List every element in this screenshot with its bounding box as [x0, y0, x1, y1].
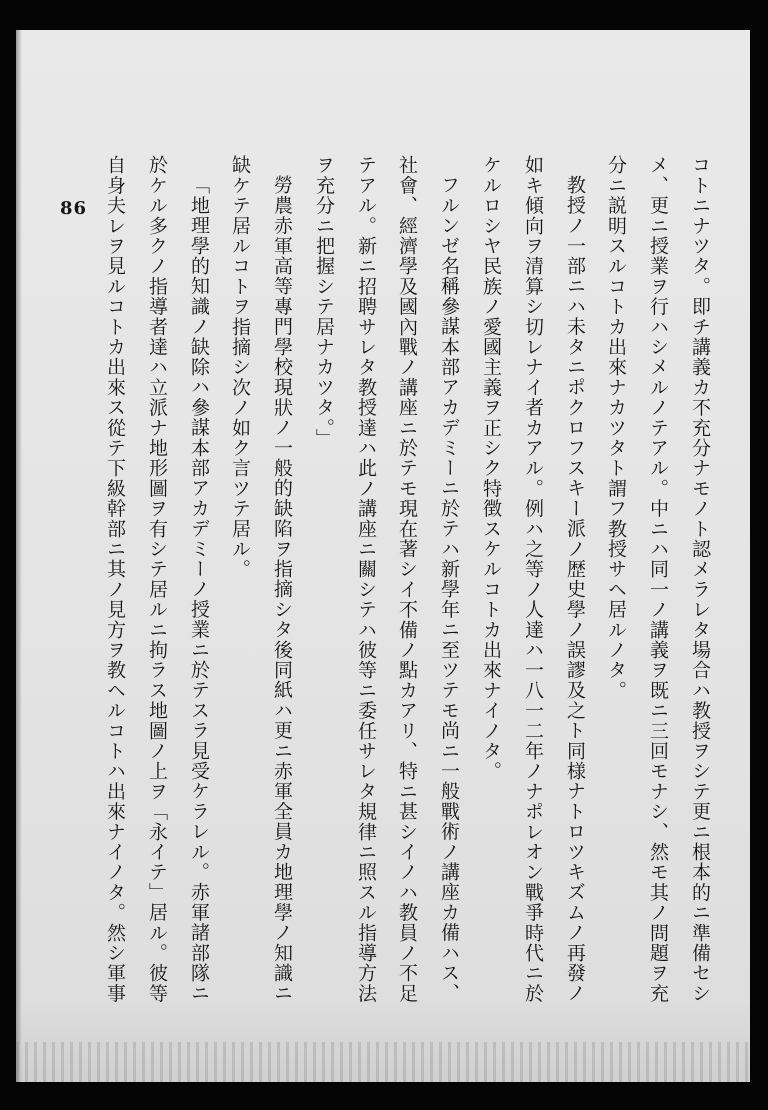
text-column: 自身夫レヲ見ルコトカ出來ス從テ下級幹部ニ其ノ見方ヲ教ヘルコトハ出來ナイノタ。然シ軍事: [104, 155, 126, 1004]
page-number: 86: [60, 198, 88, 219]
text-column: 於ケル多クノ指導者達ハ立派ナ地形圖ヲ有シテ居ルニ拘ラス地圖ノ上ヲ「永イテ」居ル。彼等: [146, 155, 168, 1004]
text-column: 社會、經濟學及國內戰ノ講座ニ於テモ現在著シイ不備ノ點カアリ、特ニ甚シイノハ教員ノ不足: [396, 155, 418, 1004]
text-column: ケルロシヤ民族ノ愛國主義ヲ正シク特徴スケルコトカ出來ナイノタ。: [480, 155, 502, 782]
text-column: ヲ充分ニ把握シテ居ナカツタ。」: [313, 155, 335, 449]
page-bottom-edge: [16, 1042, 750, 1082]
text-column: 「地理學的知識ノ缺除ハ參謀本部アカデミーノ授業ニ於テスラ見受ケラレル。赤軍諸部隊ニ: [188, 175, 210, 1004]
text-column: 教授ノ一部ニハ未タニポクロフスキー派ノ歴史學ノ誤謬及之ト同様ナトロツキズムノ再發ノ: [564, 175, 586, 1004]
text-column: 勞農赤軍高等專門學校現狀ノ一般的缺陷ヲ指摘シタ後同紙ハ更ニ赤軍全員カ地理學ノ知識ニ: [271, 175, 293, 1004]
text-column: 缺ケテ居ルコトヲ指摘シ次ノ如ク言ツテ居ル。: [229, 155, 251, 580]
text-column: テアル。新ニ招聘サレタ教授達ハ此ノ講座ニ關シテハ彼等ニ委任サレタ規律ニ照スル指導方法: [355, 155, 377, 1004]
page-edge-shadow: [16, 30, 22, 1082]
text-column: コトニナツタ。即チ講義カ不充分ナモノト認メラレタ場合ハ教授ヲシテ更ニ根本的ニ準備セシ: [689, 155, 711, 1004]
book-page: [16, 30, 750, 1082]
text-column: 如キ傾向ヲ清算シ切レナイ者カアル。例ハ之等ノ人達ハ一八一二年ノナポレオン戰爭時代ニ於: [522, 155, 544, 1004]
text-column: 分ニ説明スルコトカ出來ナカツタト謂フ教授サヘ居ルノタ。: [605, 155, 627, 701]
text-column: フルンゼ名稱參謀本部アカデミーニ於テハ新學年ニ至ツテモ尚ニ一般戰術ノ講座カ備ハス、: [438, 175, 460, 1004]
text-column: メ、更ニ授業ヲ行ハシメルノテアル。中ニハ同一ノ講義ヲ既ニ三回モナシ、然モ其ノ問題ヲ充: [647, 155, 669, 1004]
